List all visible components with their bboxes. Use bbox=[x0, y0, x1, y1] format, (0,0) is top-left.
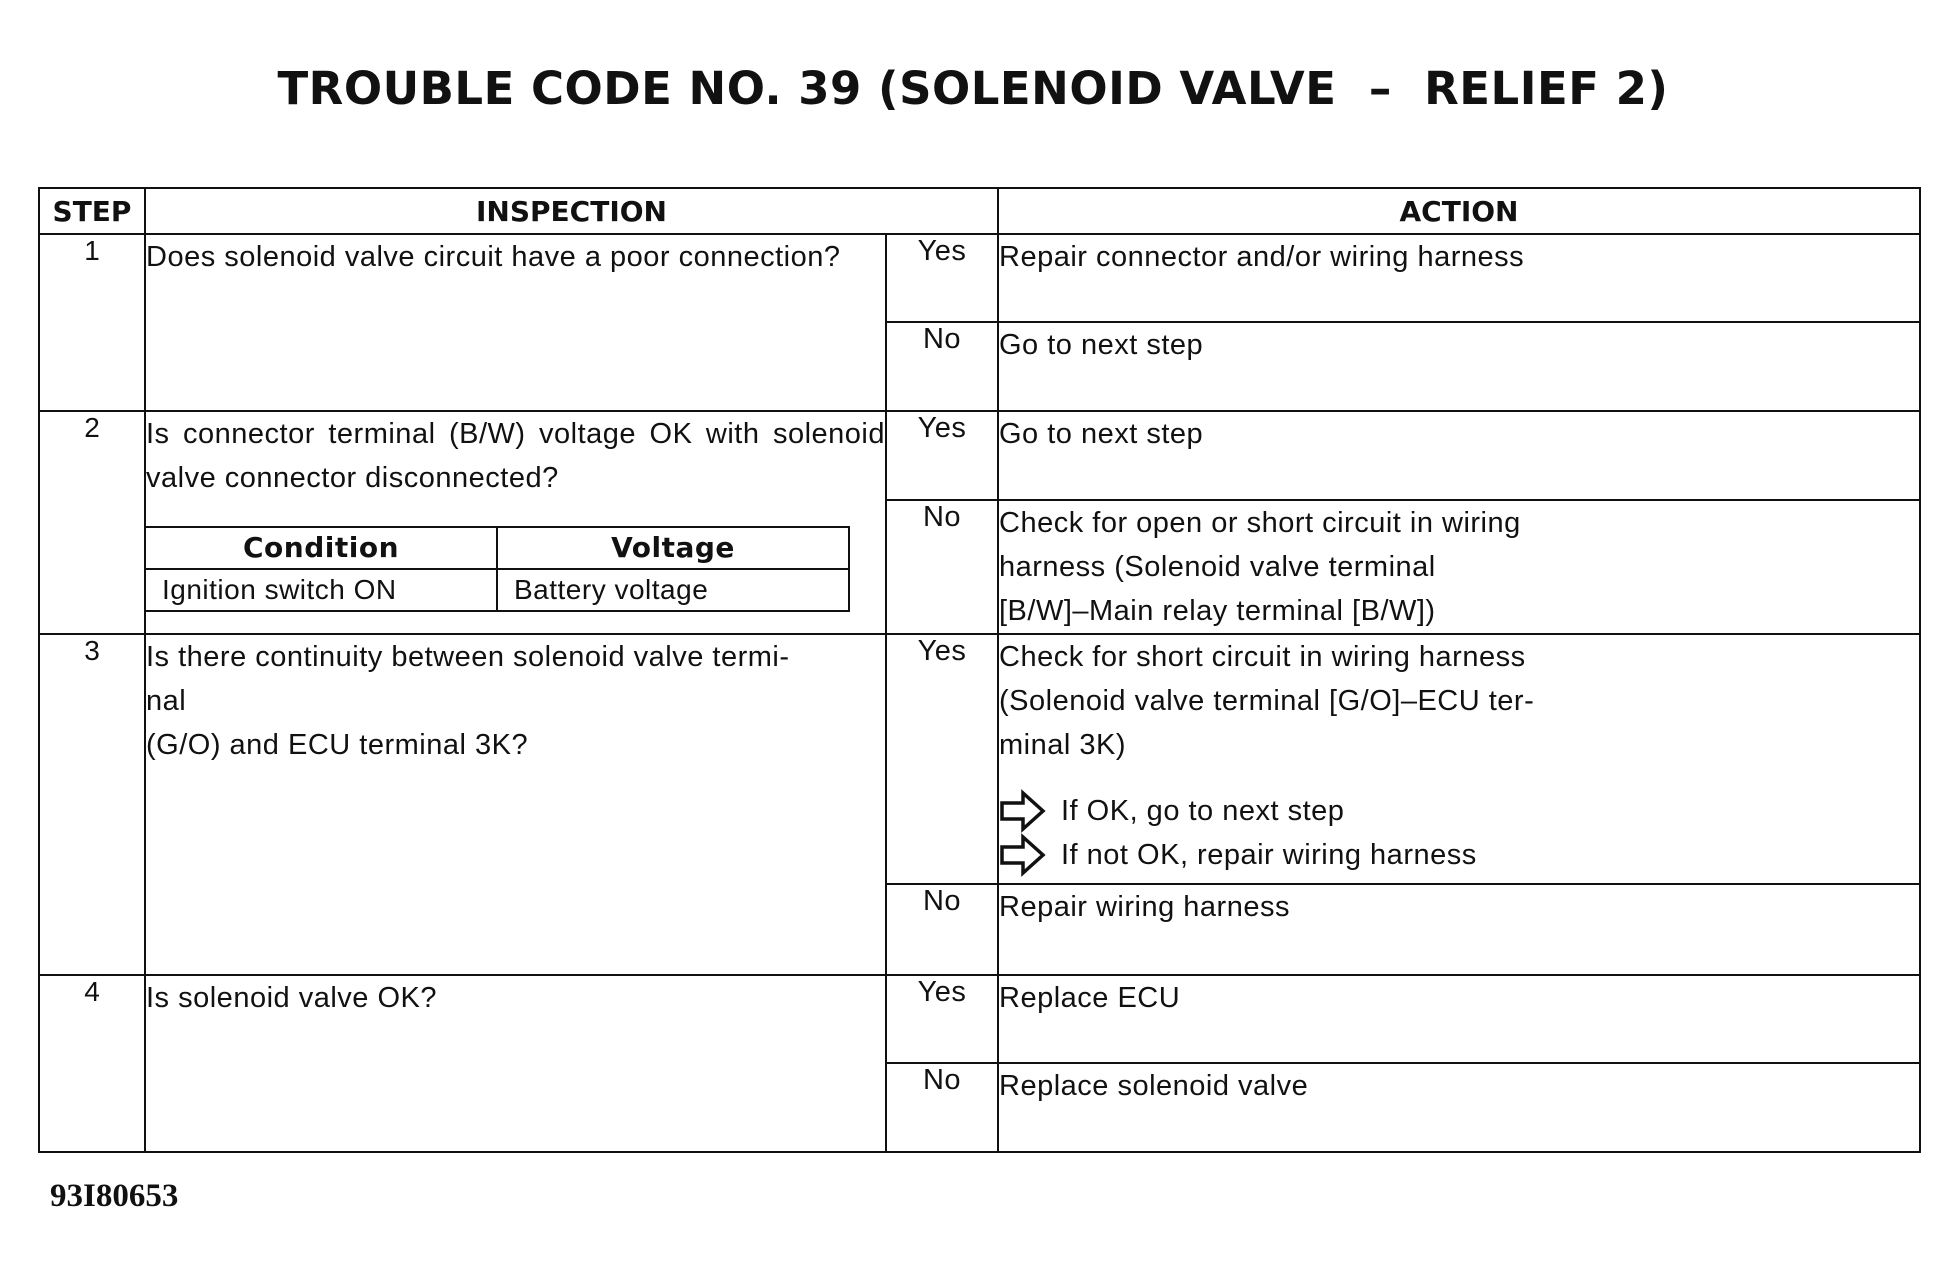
no-label: No bbox=[886, 500, 998, 634]
action-text bbox=[998, 500, 1920, 634]
step-header: STEP bbox=[39, 188, 145, 234]
inspection-question: Is solenoid valve OK? bbox=[146, 982, 437, 1014]
action-text: Repair connector and/or wiring harness bbox=[998, 234, 1920, 322]
step-2-inspection bbox=[145, 411, 886, 634]
yes-label: Yes bbox=[886, 634, 998, 884]
no-label: No bbox=[886, 884, 998, 975]
step-4-inspection bbox=[145, 975, 886, 1152]
step-number: 3 bbox=[39, 634, 145, 975]
action-text: Go to next step bbox=[998, 322, 1920, 411]
sub-item bbox=[999, 833, 1919, 877]
step-number: 1 bbox=[39, 234, 145, 411]
action-line: [B/W]–Main relay terminal [B/W]) bbox=[999, 595, 1436, 627]
diagnostic-table bbox=[38, 187, 1921, 1153]
action-text: Repair wiring harness bbox=[998, 884, 1920, 975]
sub-item-text: If OK, go to next step bbox=[1061, 795, 1345, 827]
condition-header: Condition bbox=[145, 527, 497, 569]
sub-item bbox=[999, 789, 1919, 833]
arrow-right-icon bbox=[999, 789, 1047, 833]
yes-label: Yes bbox=[886, 975, 998, 1063]
yes-label: Yes bbox=[886, 234, 998, 322]
inspection-question: Does solenoid valve circuit have a poor connection? bbox=[146, 241, 841, 273]
action-line: Check for short circuit in wiring harness bbox=[999, 641, 1526, 673]
figure-code: 93I80653 bbox=[50, 1178, 179, 1214]
voltage-value: Battery voltage bbox=[497, 569, 849, 611]
arrow-right-icon bbox=[999, 833, 1047, 877]
action-header: ACTION bbox=[998, 188, 1920, 234]
action-line: minal 3K) bbox=[999, 729, 1126, 761]
step-2-yes-row bbox=[39, 411, 1920, 500]
condition-table bbox=[144, 526, 850, 612]
action-text: Replace solenoid valve bbox=[998, 1063, 1920, 1152]
step-3-yes-row bbox=[39, 634, 1920, 884]
step-1-yes-row bbox=[39, 234, 1920, 322]
inspection-header: INSPECTION bbox=[145, 188, 998, 234]
step-3-inspection bbox=[145, 634, 886, 975]
action-text bbox=[998, 634, 1920, 884]
action-text: Replace ECU bbox=[998, 975, 1920, 1063]
table-header-row bbox=[39, 188, 1920, 234]
inspection-question: Is connector terminal (B/W) voltage OK with solenoid valve connector disconnected? bbox=[146, 418, 885, 494]
inspection-line: (G/O) and ECU terminal 3K? bbox=[146, 729, 529, 761]
step-4-yes-row bbox=[39, 975, 1920, 1063]
voltage-header: Voltage bbox=[497, 527, 849, 569]
action-text: Go to next step bbox=[998, 411, 1920, 500]
no-label: No bbox=[886, 322, 998, 411]
inspection-line: nal bbox=[146, 685, 187, 717]
step-1-inspection bbox=[145, 234, 886, 411]
action-line: harness (Solenoid valve terminal bbox=[999, 551, 1436, 583]
action-line: (Solenoid valve terminal [G/O]–ECU ter- bbox=[999, 685, 1535, 717]
no-label: No bbox=[886, 1063, 998, 1152]
sub-item-text: If not OK, repair wiring harness bbox=[1061, 839, 1477, 871]
condition-value: Ignition switch ON bbox=[145, 569, 497, 611]
page-title: TROUBLE CODE NO. 39 (SOLENOID VALVE – RELIEF 2) bbox=[277, 62, 1669, 115]
action-line: Check for open or short circuit in wiring bbox=[999, 507, 1521, 539]
yes-label: Yes bbox=[886, 411, 998, 500]
inspection-line: Is there continuity between solenoid valve termi- bbox=[146, 641, 790, 673]
step-number: 2 bbox=[39, 411, 145, 634]
step-number: 4 bbox=[39, 975, 145, 1152]
